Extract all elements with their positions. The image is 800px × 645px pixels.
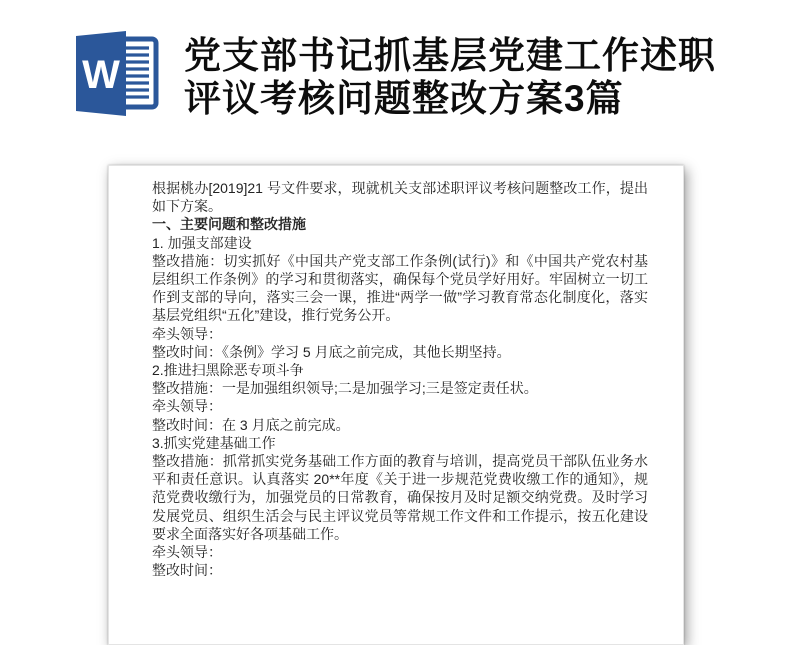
word-document-icon bbox=[66, 30, 160, 118]
document-page bbox=[108, 165, 684, 645]
word-icon-letter: W bbox=[82, 53, 120, 97]
document-paragraph: 整改措施：抓常抓实党务基础工作方面的教育与培训，提高党员干部队伍业务水平和责任意识。认真落实 20**年度《关于进一步规范党费收缴工作的通知》，规范党费收缴行为，加强党员的日常教育，确保按月及时足额交纳党费。及时学习发展党员、组织生活会与民主评议党员等常规工作文件和工作提示，按五化建设要求全面落实好各项基础工作。 bbox=[152, 453, 648, 542]
document-paragraph: 牵头领导： bbox=[152, 544, 222, 561]
document-paragraph: 根据桃办[2019]21 号文件要求，现就机关支部述职评议考核问题整改工作，提出如下方案。 bbox=[152, 180, 648, 215]
document-paragraph: 牵头领导： bbox=[152, 398, 222, 415]
document-paragraph: 2.推进扫黑除恶专项斗争 bbox=[152, 362, 304, 379]
article-header bbox=[66, 28, 716, 120]
document-content bbox=[109, 166, 683, 579]
page-title bbox=[184, 28, 716, 120]
document-paragraph: 3.抓实党建基础工作 bbox=[152, 434, 276, 451]
document-paragraph: 整改措施：一是加强组织领导;二是加强学习;三是签定责任状。 bbox=[152, 380, 538, 397]
document-paragraph: 1. 加强支部建设 bbox=[152, 234, 252, 251]
document-paragraph: 牵头领导： bbox=[152, 325, 222, 342]
document-paragraph: 整改时间： bbox=[152, 562, 222, 579]
document-paragraph: 整改措施：切实抓好《中国共产党支部工作条例(试行)》和《中国共产党农村基层组织工作条例》的学习和贯彻落实，确保每个党员学好用好。牢固树立一切工作到支部的导向，落实三会一课，推进“两学一做”学习教育常态化制度化，落实基层党组织“五化”建设，推行党务公开。 bbox=[152, 252, 648, 324]
document-paragraph: 一、主要问题和整改措施 bbox=[152, 216, 306, 233]
page-title-line-2: 评议考核问题整改方案3篇 bbox=[184, 78, 624, 119]
document-paragraph: 整改时间：《条例》学习 5 月底之前完成，其他长期坚持。 bbox=[152, 343, 511, 360]
document-paragraph: 整改时间：在 3 月底之前完成。 bbox=[152, 416, 350, 433]
page-title-line-1: 党支部书记抓基层党建工作述职 bbox=[184, 35, 716, 76]
